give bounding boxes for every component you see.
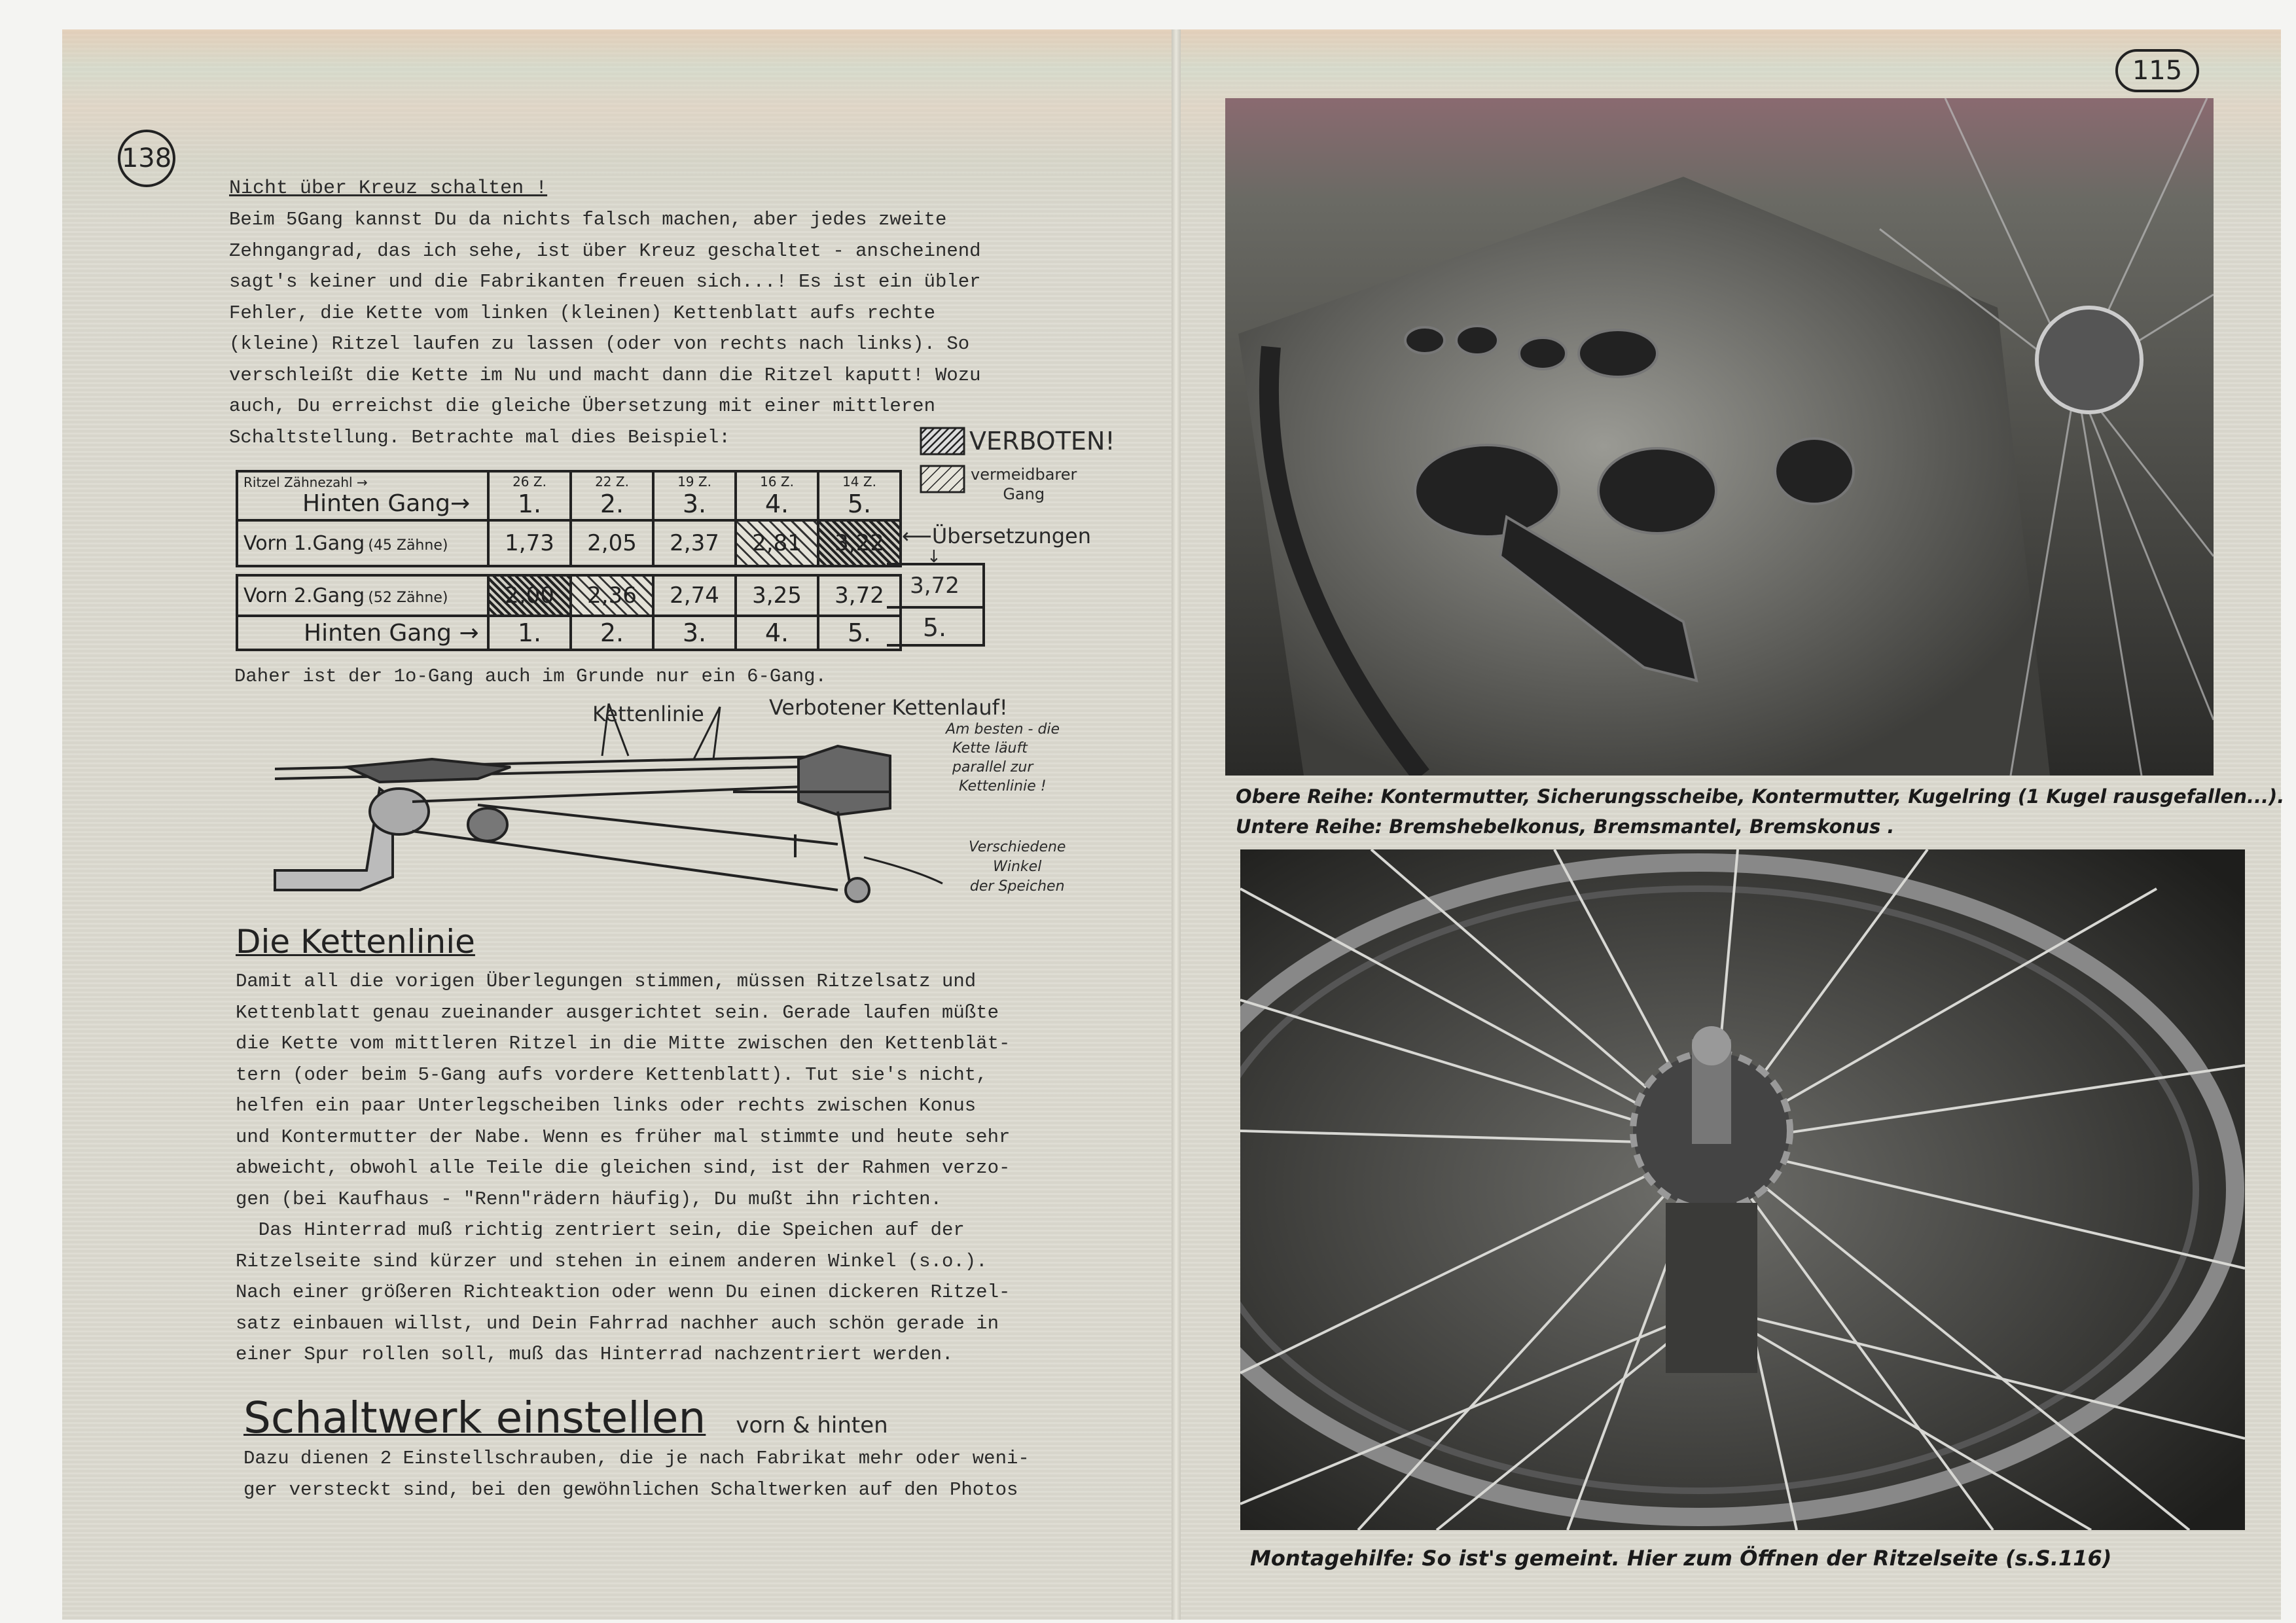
rear-gear-label-top: Hinten Gang→: [302, 490, 471, 517]
diagram-label-spokes: Verschiedene Winkel der Speichen: [969, 839, 1066, 895]
legend-forbidden-label: VERBOTEN!: [969, 427, 1115, 455]
left-page-section1: [229, 173, 1145, 453]
header-cell: 16 Z. 4.: [736, 471, 818, 520]
legend-avoidable-label1: vermeidbarer: [971, 465, 1077, 484]
section3-heading: Schaltwerk einstellen: [243, 1393, 706, 1443]
ratio-cell-avoidable: 2,36: [571, 575, 653, 616]
legend-forbidden: [920, 427, 1115, 455]
section1-paragraph: [229, 204, 1145, 453]
teeth-label: Ritzel Zähnezahl →: [243, 474, 368, 490]
section2-heading: Die Kettenlinie: [236, 923, 475, 961]
header-cell: 19 Z. 3.: [653, 471, 736, 520]
text-line: ger versteckt sind, bei den gewöhnlichen Schaltwerken auf den Photos: [243, 1478, 1018, 1501]
caption-bottom: Montagehilfe: So ist's gemeint. Hier zum Öffnen der Ritzelseite (s.S.116): [1250, 1546, 2112, 1571]
text-line: und Kontermutter der Nabe. Wenn es früher mal stimmte und heute sehr: [236, 1126, 1011, 1148]
gear-table-extension: [887, 563, 985, 647]
front2-label: Vorn 2.Gang (52 Zähne): [237, 575, 488, 616]
text-line: die Kette vom mittleren Ritzel in die Mitte zwischen den Kettenblät-: [236, 1033, 1011, 1054]
text-line: gen (bei Kaufhaus - "Renn"rädern häufig), Du mußt ihn richten.: [236, 1188, 942, 1210]
rear-gear-label-bottom: Hinten Gang →: [237, 616, 488, 650]
gear-ratio-table: [236, 470, 982, 651]
section2: [236, 923, 1010, 1370]
header-cell: 26 Z. 1.: [488, 471, 571, 520]
ratio-cell: 1,73: [488, 520, 571, 566]
parts-photo-image: [1225, 98, 2214, 776]
ratio-cell-forbidden: 3,22: [818, 520, 901, 566]
gear-cell: 4.: [736, 616, 818, 650]
header-cell: 22 Z. 2.: [571, 471, 653, 520]
section2-paragraph: [236, 966, 1010, 1370]
ratio-cell: 3,72: [818, 575, 901, 616]
front1-label: Vorn 1.Gang (45 Zähne): [237, 520, 488, 566]
text-line: Schaltstellung. Betrachte mal dies Beispiel:: [229, 426, 730, 448]
section3-paragraph: [243, 1443, 1030, 1505]
ratio-cell: 2,74: [653, 575, 736, 616]
arrow-down-icon: ↓: [927, 547, 941, 567]
text-line: (kleine) Ritzel laufen zu lassen (oder von rechts nach links). So: [229, 333, 970, 355]
ratio-cell-avoidable: 2,81: [736, 520, 818, 566]
legend-ratios-label: Übersetzungen: [931, 524, 1091, 548]
ratio-cell-forbidden: 2,00: [488, 575, 571, 616]
text-line: Ritzelseite sind kürzer und stehen in einem anderen Winkel (s.o.).: [236, 1250, 988, 1272]
arrow-left-icon: ⟵: [902, 524, 932, 548]
right-page-number: 115: [2115, 49, 2199, 92]
text-line: einer Spur rollen soll, muß das Hinterrad nachzentriert werden.: [236, 1344, 954, 1365]
gear-cell: 3.: [653, 616, 736, 650]
text-line: helfen ein paar Unterlegscheiben links oder rechts zwischen Konus: [236, 1095, 977, 1116]
text-line: Dazu dienen 2 Einstellschrauben, die je nach Fabrikat mehr oder weni-: [243, 1448, 1030, 1469]
left-page-number: 138: [118, 130, 175, 187]
text-line: Fehler, die Kette vom linken (kleinen) Kettenblatt aufs rechte: [229, 302, 935, 324]
gear-cell: 2.: [571, 616, 653, 650]
text-line: tern (oder beim 5-Gang aufs vordere Kettenblatt). Tut sie's nicht,: [236, 1063, 988, 1086]
wheel-photo-image: [1240, 849, 2245, 1530]
ratio-cell: 2,05: [571, 520, 653, 566]
text-line: satz einbauen willst, und Dein Fahrrad nachher auch schön gerade in: [236, 1312, 999, 1334]
page-fold: [1172, 29, 1181, 1620]
section3: [243, 1393, 888, 1443]
diagram-label-best: Am besten - die Kette läuft parallel zur Kettenlinie !: [946, 721, 1060, 794]
text-line: verschleißt die Kette im Nu und macht dann die Ritzel kaputt! Wozu: [229, 364, 981, 386]
ratio-cell: 2,37: [653, 520, 736, 566]
diagram-label-forbidden-run: Verbotener Kettenlauf!: [769, 695, 1008, 720]
forbidden-hatch-swatch: [920, 427, 965, 455]
text-line: Das Hinterrad muß richtig zentriert sein, die Speichen auf der: [236, 1219, 965, 1241]
caption-top-line2: Untere Reihe: Bremshebelkonus, Bremsmantel, Bremskonus .: [1236, 815, 1895, 838]
diagram-label-chainline: Kettenlinie: [592, 702, 704, 726]
section3-subheading: vorn & hinten: [736, 1412, 888, 1438]
after-table-text: Daher ist der 1o-Gang auch im Grunde nur ein 6-Gang.: [234, 666, 827, 687]
caption-top-line1: Obere Reihe: Kontermutter, Sicherungsscheibe, Kontermutter, Kugelring (1 Kugel rausgefallen...).: [1236, 785, 2285, 808]
gear-cell: 5.: [922, 613, 947, 642]
text-line: abweicht, obwohl alle Teile die gleichen sind, ist der Rahmen verzo-: [236, 1157, 1011, 1179]
text-line: sagt's keiner und die Fabrikanten freuen sich...! Es ist ein übler: [229, 271, 981, 293]
section1-heading: Nicht über Kreuz schalten !: [229, 177, 548, 200]
text-line: auch, Du erreichst die gleiche Übersetzung mit einer mittleren: [229, 395, 935, 417]
gear-cell: 5.: [818, 616, 901, 650]
text-line: Kettenblatt genau zueinander ausgerichtet sein. Gerade laufen müßte: [236, 1001, 999, 1024]
text-line: Nach einer größeren Richteaktion oder wenn Du einen dickeren Ritzel-: [236, 1281, 1011, 1303]
header-cell: 14 Z. 5.: [818, 471, 901, 520]
text-line: Damit all die vorigen Überlegungen stimmen, müssen Ritzelsatz und: [236, 971, 977, 992]
wheel-photo: [1240, 849, 2245, 1530]
ratio-cell: 3,25: [736, 575, 818, 616]
legend-avoidable-label2: Gang: [1003, 485, 1045, 503]
gear-cell: 1.: [488, 616, 571, 650]
text-line: Zehngangrad, das ich sehe, ist über Kreuz geschaltet - anscheinend: [229, 240, 981, 262]
ratio-cell: 3,72: [887, 565, 982, 609]
parts-photo: [1225, 98, 2214, 776]
text-line: Beim 5Gang kannst Du da nichts falsch machen, aber jedes zweite: [229, 209, 947, 230]
